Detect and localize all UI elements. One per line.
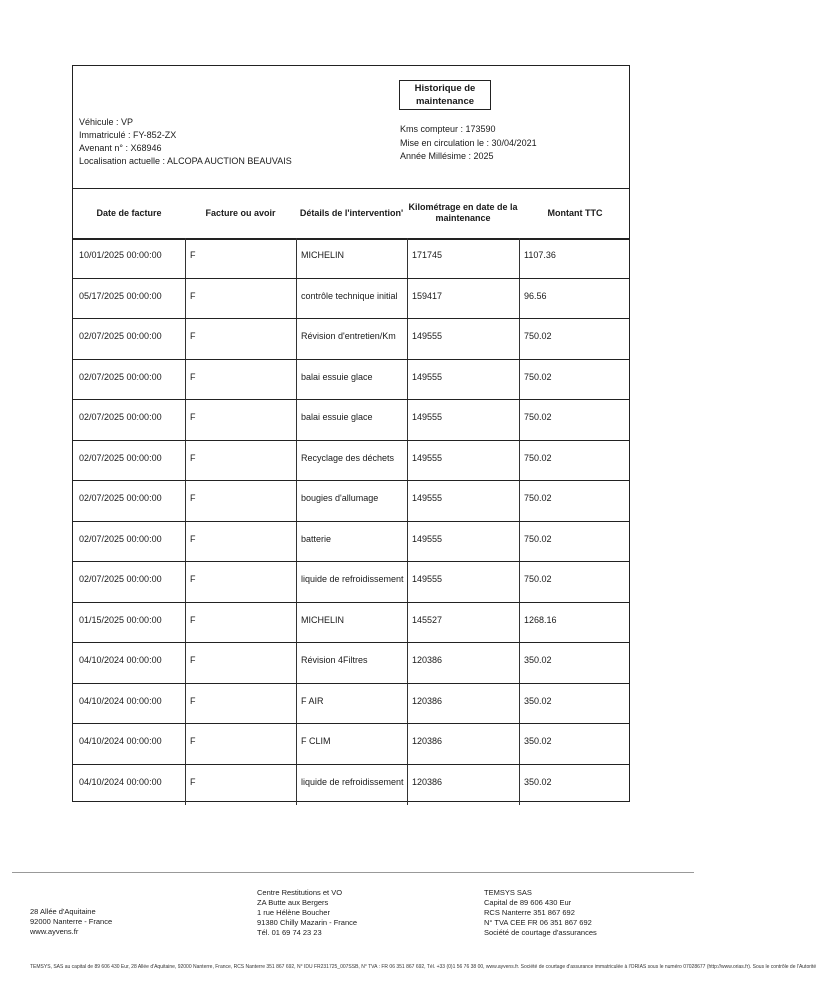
column-divider <box>519 319 520 359</box>
cell-detail: Révision 4Filtres <box>301 655 368 665</box>
table-row <box>73 279 629 320</box>
footer-center-line: Centre Restitutions et VO <box>257 888 343 897</box>
cell-date: 02/07/2025 00:00:00 <box>79 493 162 503</box>
cell-amount: 350.02 <box>524 655 552 665</box>
column-divider <box>407 238 408 278</box>
cell-invoice-type: F <box>190 412 196 422</box>
column-divider <box>296 360 297 400</box>
footer-company-line: N° TVA CEE FR 06 351 867 692 <box>484 918 592 927</box>
table-row <box>73 360 629 401</box>
cell-invoice-type: F <box>190 493 196 503</box>
cell-date: 02/07/2025 00:00:00 <box>79 452 162 463</box>
cell-invoice-type: F <box>190 533 196 544</box>
table-row <box>73 319 629 360</box>
cell-mileage: 149555 <box>412 533 443 544</box>
column-divider <box>296 724 297 764</box>
cell-mileage: 145527 <box>412 614 443 625</box>
cell-date: 10/01/2025 00:00:00 <box>79 250 162 260</box>
column-divider <box>296 684 297 724</box>
cell-detail: liquide de refroidissement <box>301 776 404 787</box>
footer-center <box>257 888 357 938</box>
column-divider <box>296 319 297 359</box>
table-row <box>73 441 629 482</box>
title-line-1: Historique de <box>414 83 476 94</box>
cell-detail: F CLIM <box>301 736 331 746</box>
footer-company-line: Société de courtage d'assurances <box>484 928 597 937</box>
maintenance-document <box>72 65 630 802</box>
cell-invoice-type: F <box>190 614 196 625</box>
cell-amount: 1268.16 <box>524 614 557 625</box>
title-line-2: maintenance <box>415 96 475 107</box>
table-row <box>73 238 629 279</box>
footer-legal: TEMSYS, SAS au capital de 89 606 430 Eur, 28 Allée d'Aquitaine, 92000 Nanterre, France, RCS Nanterre 351 867 692, N° IDU FR231725_007SSB, N° TVA : FR 06 351 867 692, Tél. +33 (0)1 56 76 38 00, www.ayvens.fr. Société de courtage d'assurance immatriculée à l'ORIAS sous le numéro 07028677 (http://www.orias.fr). Sous le contrôle de l'Autorité <box>30 964 816 970</box>
column-divider <box>185 643 186 683</box>
cell-amount: 350.02 <box>524 736 552 746</box>
cell-amount: 750.02 <box>524 331 552 341</box>
column-divider <box>185 724 186 764</box>
cell-detail: bougies d'allumage <box>301 493 379 503</box>
cell-detail: Révision d'entretien/Km <box>301 331 396 341</box>
column-divider <box>296 522 297 562</box>
cell-date: 05/17/2025 00:00:00 <box>79 290 162 301</box>
column-divider <box>185 562 186 602</box>
column-divider <box>519 238 520 278</box>
cell-detail: batterie <box>301 533 332 544</box>
column-divider <box>407 481 408 521</box>
column-divider <box>407 319 408 359</box>
cell-invoice-type: F <box>190 371 196 382</box>
footer-address-line: www.ayvens.fr <box>30 927 79 936</box>
column-divider <box>407 765 408 806</box>
column-divider <box>296 603 297 643</box>
column-divider <box>407 279 408 319</box>
column-divider <box>407 360 408 400</box>
column-divider <box>185 522 186 562</box>
cell-detail: balai essuie glace <box>301 371 373 382</box>
cell-amount: 350.02 <box>524 695 552 706</box>
cell-mileage: 149555 <box>412 412 443 422</box>
column-divider <box>185 684 186 724</box>
footer-divider <box>12 872 694 873</box>
cell-mileage: 149555 <box>412 493 443 503</box>
footer-center-line: ZA Butte aux Bergers <box>257 898 329 907</box>
column-divider <box>519 522 520 562</box>
table-row <box>73 724 629 765</box>
column-divider <box>519 481 520 521</box>
header-mileage-line-2: maintenance <box>435 213 491 223</box>
table-row <box>73 684 629 725</box>
cell-amount: 750.02 <box>524 412 552 422</box>
column-divider <box>296 765 297 806</box>
cell-date: 04/10/2024 00:00:00 <box>79 776 162 787</box>
cell-detail: Recyclage des déchets <box>301 452 395 463</box>
model-year: Année Millésime : 2025 <box>400 151 494 161</box>
column-divider <box>296 400 297 440</box>
column-divider <box>185 279 186 319</box>
header-mileage-line-1: Kilométrage en date de la <box>408 202 518 212</box>
cell-amount: 750.02 <box>524 452 552 463</box>
header-mileage <box>407 188 519 238</box>
cell-date: 04/10/2024 00:00:00 <box>79 736 162 746</box>
cell-mileage: 159417 <box>412 290 443 301</box>
column-divider <box>407 562 408 602</box>
column-divider <box>519 400 520 440</box>
document-header <box>73 66 629 189</box>
cell-invoice-type: F <box>190 331 196 341</box>
footer-address <box>30 907 112 937</box>
cell-detail: MICHELIN <box>301 250 345 260</box>
cell-date: 02/07/2025 00:00:00 <box>79 331 162 341</box>
column-divider <box>519 603 520 643</box>
column-divider <box>407 603 408 643</box>
cell-date: 01/15/2025 00:00:00 <box>79 614 162 625</box>
column-divider <box>296 562 297 602</box>
cell-invoice-type: F <box>190 736 196 746</box>
cell-invoice-type: F <box>190 776 196 787</box>
column-divider <box>407 400 408 440</box>
header-date: Date de facture <box>96 207 162 218</box>
cell-detail: liquide de refroidissement <box>301 574 404 584</box>
column-divider <box>519 279 520 319</box>
cell-date: 02/07/2025 00:00:00 <box>79 533 162 544</box>
cell-amount: 350.02 <box>524 776 552 787</box>
column-divider <box>519 643 520 683</box>
cell-detail: balai essuie glace <box>301 412 373 422</box>
cell-amount: 750.02 <box>524 493 552 503</box>
column-divider <box>519 360 520 400</box>
column-divider <box>296 238 297 278</box>
column-divider <box>519 441 520 481</box>
cell-amount: 750.02 <box>524 574 552 584</box>
cell-invoice-type: F <box>190 574 196 584</box>
cell-mileage: 120386 <box>412 776 443 787</box>
table-row <box>73 522 629 563</box>
vehicle-info <box>79 116 292 168</box>
cell-mileage: 171745 <box>412 250 443 260</box>
maintenance-info <box>400 123 537 164</box>
column-divider <box>407 643 408 683</box>
column-divider <box>185 441 186 481</box>
cell-detail: MICHELIN <box>301 614 345 625</box>
column-divider <box>185 238 186 278</box>
column-divider <box>185 765 186 806</box>
column-divider <box>185 400 186 440</box>
cell-date: 04/10/2024 00:00:00 <box>79 655 162 665</box>
header-details: Détails de l'intervention' <box>299 207 404 218</box>
footer-address-line: 92000 Nanterre - France <box>30 917 113 926</box>
column-divider <box>185 360 186 400</box>
column-divider <box>519 765 520 806</box>
vehicle-location: Localisation actuelle : ALCOPA AUCTION BEAUVAIS <box>79 156 292 166</box>
header-invoice: Facture ou avoir <box>205 207 276 218</box>
column-divider <box>407 441 408 481</box>
cell-mileage: 120386 <box>412 695 443 706</box>
cell-invoice-type: F <box>190 655 196 665</box>
column-divider <box>185 603 186 643</box>
cell-detail: F AIR <box>301 695 324 706</box>
cell-invoice-type: F <box>190 250 196 260</box>
footer-company-line: RCS Nanterre 351 867 692 <box>484 908 575 917</box>
cell-amount: 750.02 <box>524 533 552 544</box>
odometer: Kms compteur : 173590 <box>400 124 496 134</box>
cell-invoice-type: F <box>190 695 196 706</box>
vehicle-type: Véhicule : VP <box>79 117 134 127</box>
cell-date: 02/07/2025 00:00:00 <box>79 574 162 584</box>
column-divider <box>185 319 186 359</box>
table-row <box>73 400 629 441</box>
header-amount: Montant TTC <box>547 207 603 218</box>
table-row <box>73 643 629 684</box>
column-divider <box>296 441 297 481</box>
cell-mileage: 120386 <box>412 736 443 746</box>
table-row <box>73 562 629 603</box>
column-divider <box>296 643 297 683</box>
cell-mileage: 149555 <box>412 452 443 463</box>
table-row <box>73 765 629 806</box>
table-row <box>73 603 629 644</box>
footer-company-line: Capital de 89 606 430 Eur <box>484 898 572 907</box>
footer-center-line: Tél. 01 69 74 23 23 <box>257 928 322 937</box>
circulation-date: Mise en circulation le : 30/04/2021 <box>400 137 537 148</box>
cell-amount: 96.56 <box>524 290 547 301</box>
vehicle-plate: Immatriculé : FY-852-ZX <box>79 130 177 140</box>
table-header <box>73 188 629 240</box>
vehicle-amendment: Avenant n° : X68946 <box>79 143 162 153</box>
column-divider <box>407 522 408 562</box>
cell-invoice-type: F <box>190 290 196 301</box>
cell-invoice-type: F <box>190 452 196 463</box>
column-divider <box>185 481 186 521</box>
cell-mileage: 149555 <box>412 574 443 584</box>
cell-amount: 1107.36 <box>524 250 556 260</box>
column-divider <box>296 481 297 521</box>
column-divider <box>519 562 520 602</box>
column-divider <box>296 279 297 319</box>
cell-date: 02/07/2025 00:00:00 <box>79 371 162 382</box>
column-divider <box>519 684 520 724</box>
cell-mileage: 149555 <box>412 331 443 341</box>
cell-mileage: 149555 <box>412 371 443 382</box>
column-divider <box>407 724 408 764</box>
cell-detail: contrôle technique initial <box>301 290 398 301</box>
table-row <box>73 481 629 522</box>
cell-date: 02/07/2025 00:00:00 <box>79 412 162 422</box>
column-divider <box>519 724 520 764</box>
column-divider <box>407 684 408 724</box>
footer-company-line: TEMSYS SAS <box>484 888 532 897</box>
cell-amount: 750.02 <box>524 371 552 382</box>
cell-date: 04/10/2024 00:00:00 <box>79 695 162 706</box>
footer-center-line: 1 rue Hélène Boucher <box>257 908 330 917</box>
cell-mileage: 120386 <box>412 655 443 665</box>
footer-center-line: 91380 Chilly Mazarin - France <box>257 918 358 927</box>
document-title <box>399 80 491 110</box>
footer-company <box>484 888 597 938</box>
footer-address-line: 28 Allée d'Aquitaine <box>30 907 96 916</box>
